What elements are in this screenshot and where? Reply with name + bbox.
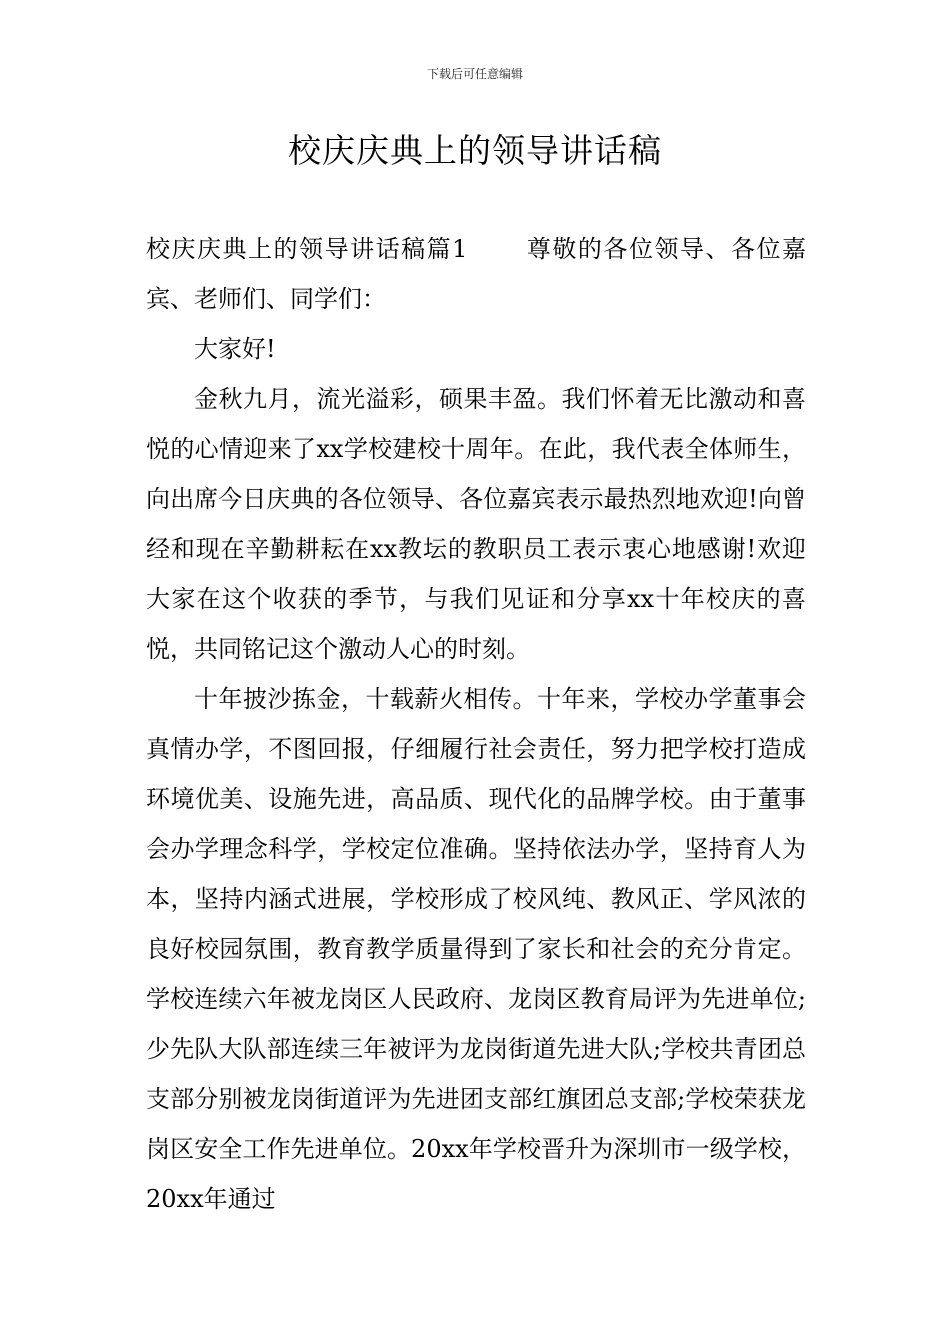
- body-paragraph: 十年披沙拣金，十载薪火相传。十年来，学校办学董事会真情办学，不图回报，仔细履行社会责任，努力把学校打造成环境优美、设施先进，高品质、现代化的品牌学校。由于董事会办学理念科学，学校定位准确。坚持依法办学，坚持育人为本，坚持内涵式进展，学校形成了校风纯、教风正、学风浓的良好校园氛围，教育教学质量得到了家长和社会的充分肯定。学校连续六年被龙岗区人民政府、龙岗区教育局评为先进单位;少先队大队部连续三年被评为龙岗街道先进大队;学校共青团总支部分别被龙岗街道评为先进团支部红旗团总支部;学校荣获龙岗区安全工作先进单位。20xx年学校晋升为深圳市一级学校，20xx年通过: [146, 685, 806, 1213]
- greeting-paragraph: 大家好!: [194, 335, 276, 363]
- intro-paragraph: [146, 224, 806, 324]
- document-title: 校庆庆典上的领导讲话稿: [288, 131, 662, 170]
- header-note: 下载后可任意编辑: [426, 67, 523, 81]
- salutation: 尊敬的各位领导、各位嘉宾、老师们、同学们：: [146, 235, 806, 313]
- document-body: [146, 224, 806, 1224]
- body-paragraph: 金秋九月，流光溢彩，硕果丰盈。我们怀着无比激动和喜悦的心情迎来了xx学校建校十周年。在此，我代表全体师生，向出席今日庆典的各位领导、各位嘉宾表示最热烈地欢迎!向曾经和现在辛勤耕耘在xx教坛的教职员工表示衷心地感谢!欢迎大家在这个收获的季节，与我们见证和分享xx十年校庆的喜悦，共同铭记这个激动人心的时刻。: [146, 385, 806, 663]
- section-label: 校庆庆典上的领导讲话稿篇1: [146, 235, 468, 263]
